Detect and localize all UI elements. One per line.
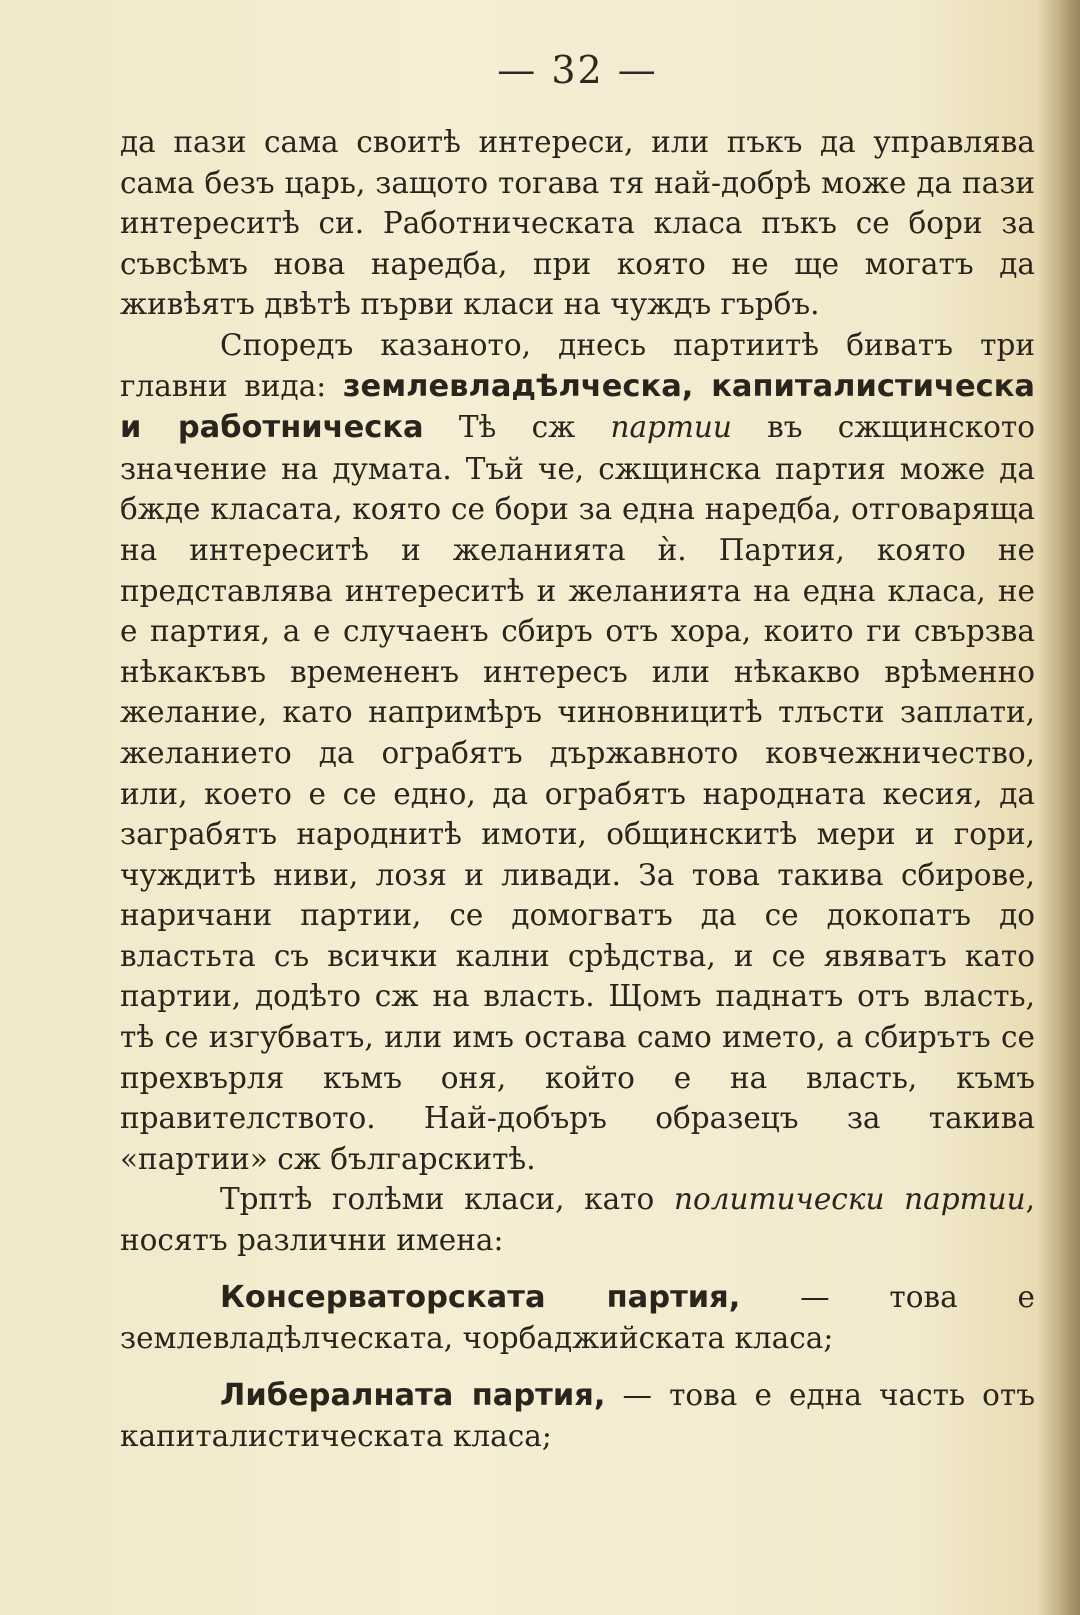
conservative-party-text: — това е землевладѣлческата, чорбаджийската класа;: [120, 1279, 1035, 1356]
parties-italic: партии: [610, 410, 732, 445]
paragraph-1: да пази сама своитѣ интереси, или пъкъ да управлява сама безъ царь, защото тогава тя най-добрѣ може да пази интереситѣ си. Работническата класа пъкъ се бори за съвсѣмъ нова наредба, при която не ще могатъ да живѣятъ двѣтѣ първи класи на чуждъ гърбъ.: [120, 125, 1035, 322]
page-content: [120, 40, 1035, 1457]
page-edge-shadow: [1038, 0, 1080, 1615]
page-number: — 32 —: [497, 48, 658, 92]
paragraph-2-text-1: Споредъ казаното, днесь партиитѣ биватъ три главни вида:: [120, 327, 1035, 403]
liberal-party-text: — това е една часть отъ капиталистическата класа;: [120, 1377, 1035, 1454]
party-types-bold: землевладѣлческа, капиталистическа и работническа: [120, 368, 1035, 446]
paragraph-3-text-2: , носятъ различни имена:: [120, 1182, 1035, 1258]
liberal-party-entry: [120, 1375, 1035, 1457]
liberal-party-heading: Либералната партия,: [220, 1377, 606, 1413]
paragraph-2-text-3: въ сжщинското значение на думата. Тъй че, сжщинска партия може да бжде класата, която се бори за една наредба, отговаряща на интереситѣ и желанията ѝ. Партия, която не представлява интереситѣ и желанията на една класа, не е партия, а е случаенъ сбиръ отъ хора, които ги свързва нѣкакъвъ времененъ интересъ или нѣкакво врѣменно желание, като напримѣръ чиновницитѣ тлъсти заплати, желанието да ограбятъ държавното ковчежничество, или, което е се едно, да ограбятъ народната кесия, да заграбятъ народнитѣ имоти, общинскитѣ мери и гори, чуждитѣ ниви, лозя и ливади. За това такива сбирове, наричани партии, се домогватъ да се докопатъ до властьта съ всички кални срѣдства, и се явяватъ като партии, додѣто сж на власть. Щомъ паднатъ отъ власть, тѣ се изгубватъ, или имъ остава само името, а сбирътъ се прехвърля къмъ оня, който е на власть, къмъ правителството. Най-добъръ образецъ за такива «партии» сж българскитѣ.: [120, 410, 1035, 1176]
paragraph-2-text-2: Тѣ сж: [423, 410, 611, 445]
conservative-party-heading: Консерваторската партия,: [220, 1279, 741, 1315]
paragraph-3-text-1: Трптѣ голѣми класи, като: [220, 1182, 674, 1217]
conservative-party-entry: [120, 1277, 1035, 1359]
political-parties-italic: политически партии: [673, 1182, 1026, 1217]
paragraph-3: [120, 1179, 1035, 1260]
paragraph-2: [120, 325, 1035, 1179]
